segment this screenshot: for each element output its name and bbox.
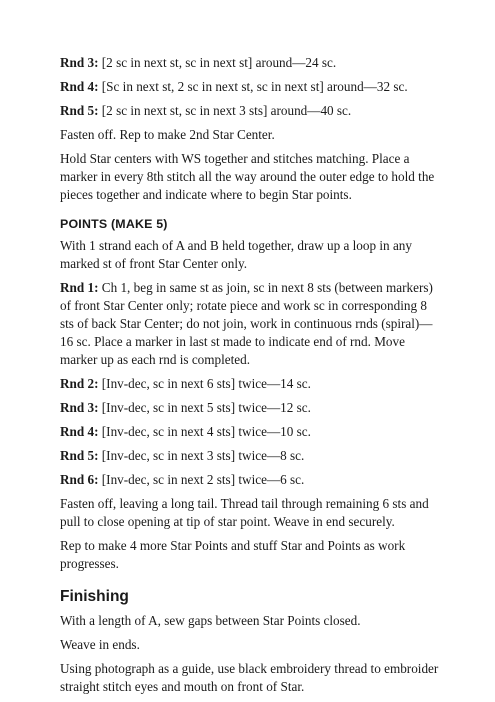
round-label: Rnd 2: xyxy=(60,376,99,391)
round-text: [2 sc in next st, sc in next st] around—24 sc. xyxy=(98,55,337,70)
round-label: Rnd 4: xyxy=(60,79,99,94)
finishing-embroider: Using photograph as a guide, use black embroidery thread to embroider straight stitch eyes and mouth on front of Star. xyxy=(60,661,439,694)
round-label: Rnd 3: xyxy=(60,400,99,415)
round-text: [2 sc in next st, sc in next 3 sts] around—40 sc. xyxy=(98,103,352,118)
points-round-3 xyxy=(60,399,440,417)
round-text: Ch 1, beg in same st as join, sc in next 8 sts (between markers) of front Star Center only; rotate piece and work sc in corresponding 8 sts of back Star Center; do not join, work in continuous rnds (spiral)—16 sc. Place a marker in last st made to indicate end of rnd. Move marker up as each rnd is completed. xyxy=(60,280,433,367)
repeat-points: Rep to make 4 more Star Points and stuff Star and Points as work progresses. xyxy=(60,538,406,571)
points-round-6 xyxy=(60,471,440,489)
fasten-off-center: Fasten off. Rep to make 2nd Star Center. xyxy=(60,127,275,142)
round-text: [Inv-dec, sc in next 6 sts] twice—14 sc. xyxy=(98,376,311,391)
pattern-page xyxy=(60,54,440,702)
round-text: [Inv-dec, sc in next 2 sts] twice—6 sc. xyxy=(98,472,305,487)
finishing-heading: Finishing xyxy=(60,588,129,605)
points-round-4 xyxy=(60,423,440,441)
round-label: Rnd 3: xyxy=(60,55,99,70)
points-round-1 xyxy=(60,279,440,369)
points-intro: With 1 strand each of A and B held together, draw up a loop in any marked st of front Star Center only. xyxy=(60,238,412,271)
finishing-sew: With a length of A, sew gaps between Star Points closed. xyxy=(60,613,361,628)
round-text: [Inv-dec, sc in next 4 sts] twice—10 sc. xyxy=(98,424,311,439)
finishing-weave: Weave in ends. xyxy=(60,637,140,652)
round-label: Rnd 5: xyxy=(60,103,99,118)
hold-instructions: Hold Star centers with WS together and stitches matching. Place a marker in every 8th stitch all the way around the outer edge to hold the pieces together and indicate where to begin Star points. xyxy=(60,151,435,202)
round-label: Rnd 1: xyxy=(60,280,99,295)
round-4 xyxy=(60,78,440,96)
round-text: [Inv-dec, sc in next 5 sts] twice—12 sc. xyxy=(98,400,311,415)
points-round-5 xyxy=(60,447,440,465)
round-3 xyxy=(60,54,440,72)
fasten-off-points: Fasten off, leaving a long tail. Thread tail through remaining 6 sts and pull to close opening at tip of star point. Weave in end securely. xyxy=(60,496,429,529)
round-label: Rnd 4: xyxy=(60,424,99,439)
round-text: [Sc in next st, 2 sc in next st, sc in next st] around—32 sc. xyxy=(98,79,408,94)
round-label: Rnd 5: xyxy=(60,448,99,463)
round-5 xyxy=(60,102,440,120)
round-text: [Inv-dec, sc in next 3 sts] twice—8 sc. xyxy=(98,448,305,463)
points-round-2 xyxy=(60,375,440,393)
points-heading: POINTS (MAKE 5) xyxy=(60,217,168,231)
round-label: Rnd 6: xyxy=(60,472,99,487)
